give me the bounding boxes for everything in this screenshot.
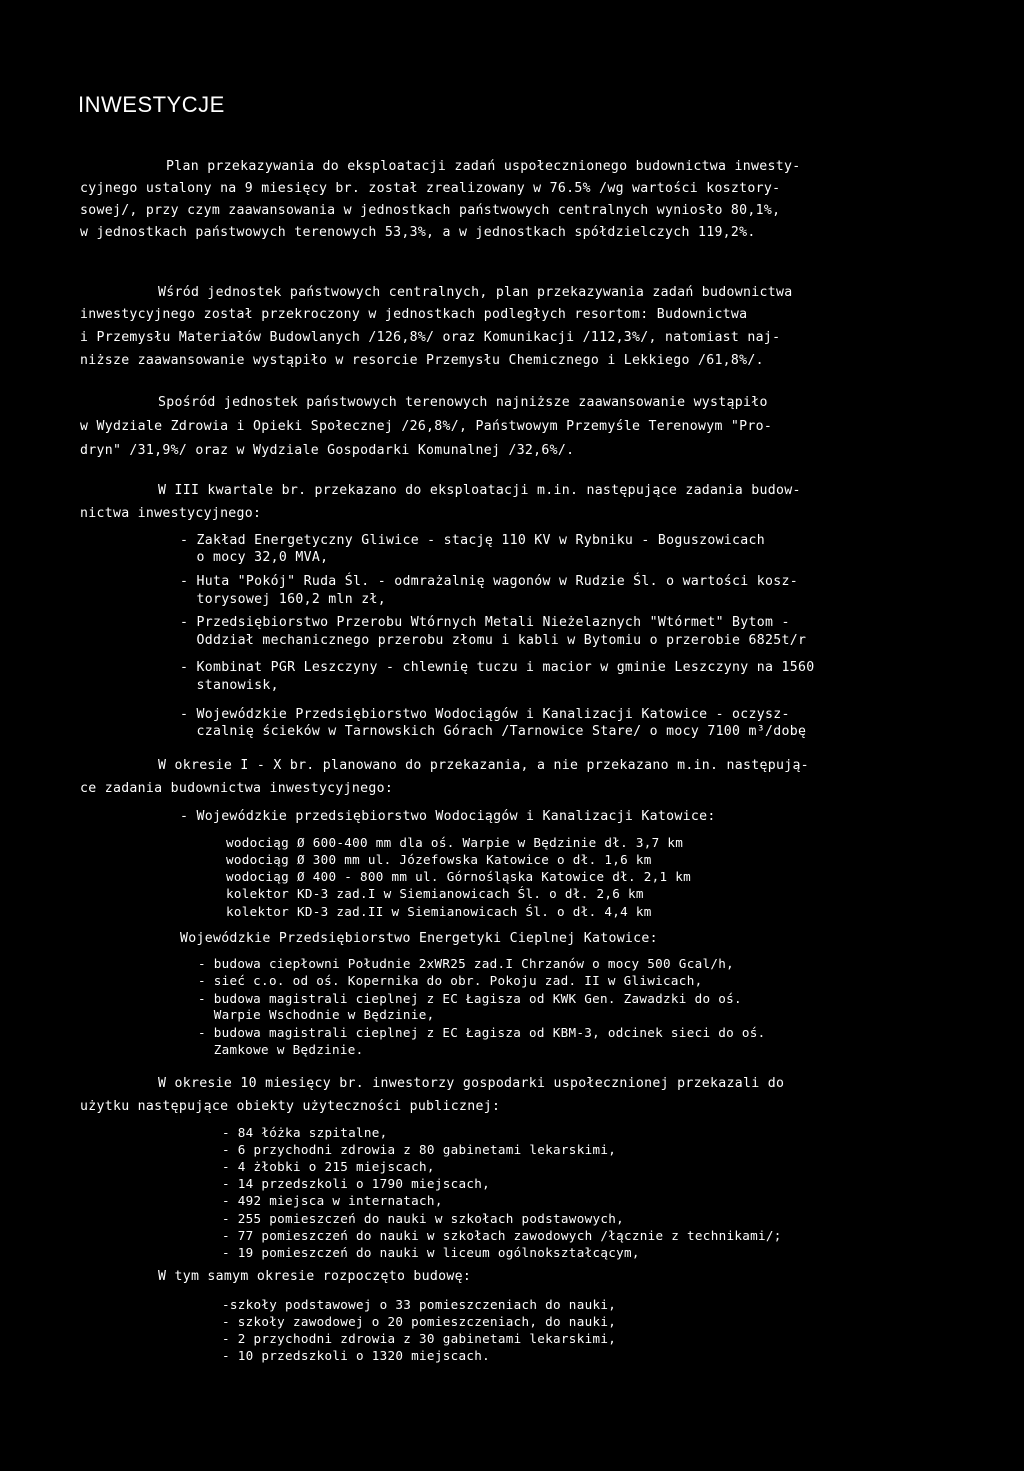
- list-item: - 6 przychodni zdrowia z 80 gabinetami lekarskimi,: [222, 1142, 617, 1157]
- list-item: - 14 przedszkoli o 1790 miejscach,: [222, 1176, 490, 1191]
- list-item: - 84 łóżka szpitalne,: [222, 1125, 388, 1140]
- list-item: - szkoły zawodowej o 20 pomieszczeniach, do nauki,: [222, 1314, 617, 1329]
- list-item: - 255 pomieszczeń do nauki w szkołach podstawowych,: [222, 1211, 624, 1226]
- paragraph-line: w Wydziale Zdrowia i Opieki Społecznej /26,8%/, Państwowym Przemyśle Terenowym "Pro-: [80, 419, 773, 434]
- list-item: torysowej 160,2 mln zł,: [180, 592, 386, 607]
- paragraph-line: dryn" /31,9%/ oraz w Wydziale Gospodarki Komunalnej /32,6%/.: [80, 443, 575, 458]
- list-item: - Zakład Energetyczny Gliwice - stację 110 KV w Rybniku - Boguszowicach: [180, 533, 766, 548]
- paragraph-line: ce zadania budownictwa inwestycyjnego:: [80, 781, 394, 796]
- paragraph-line: Wśród jednostek państwowych centralnych, plan przekazywania zadań budownictwa: [158, 285, 793, 300]
- paragraph-line: użytku następujące obiekty użyteczności publicznej:: [80, 1099, 501, 1114]
- list-item: - Wojewódzkie Przedsiębiorstwo Wodociągów i Kanalizacji Katowice - oczysz-: [180, 707, 790, 722]
- list-item: wodociąg Ø 600-400 mm dla oś. Warpie w Będzinie dł. 3,7 km: [226, 835, 684, 850]
- list-item: - 77 pomieszczeń do nauki w szkołach zawodowych /łącznie z technikami/;: [222, 1228, 782, 1243]
- paragraph-line: cyjnego ustalony na 9 miesięcy br. został zrealizowany w 76.5% /wg wartości kosztory-: [80, 181, 781, 196]
- list-item: - 4 żłobki o 215 miejscach,: [222, 1159, 435, 1174]
- list-item: kolektor KD-3 zad.I w Siemianowicach Śl. o dł. 2,6 km: [226, 886, 644, 901]
- list-item: - Kombinat PGR Leszczyny - chlewnię tuczu i macior w gminie Leszczyny na 1560: [180, 660, 815, 675]
- list-item: kolektor KD-3 zad.II w Siemianowicach Śl. o dł. 4,4 km: [226, 904, 652, 919]
- paragraph-line: W okresie 10 miesięcy br. inwestorzy gospodarki uspołecznionej przekazali do: [158, 1076, 785, 1091]
- list-item: - 10 przedszkoli o 1320 miejscach.: [222, 1348, 490, 1363]
- list-item: -szkoły podstawowej o 33 pomieszczeniach do nauki,: [222, 1297, 617, 1312]
- paragraph-line: nictwa inwestycyjnego:: [80, 506, 262, 521]
- list-item: Oddział mechanicznego przerobu złomu i kabli w Bytomiu o przerobie 6825t/r: [180, 633, 807, 648]
- list-item: Zamkowe w Będzinie.: [198, 1042, 364, 1057]
- list-item: - 2 przychodni zdrowia z 30 gabinetami lekarskimi,: [222, 1331, 617, 1346]
- paragraph-line: Plan przekazywania do eksploatacji zadań uspołecznionego budownictwa inwesty-: [166, 159, 801, 174]
- list-item: Warpie Wschodnie w Będzinie,: [198, 1007, 435, 1022]
- list-item: stanowisk,: [180, 678, 279, 693]
- list-header: Wojewódzkie Przedsiębiorstwo Energetyki Cieplnej Katowice:: [180, 931, 658, 946]
- list-item: czalnię ścieków w Tarnowskich Górach /Tarnowice Stare/ o mocy 7100 m³/dobę: [180, 724, 807, 739]
- list-item: o mocy 32,0 MVA,: [180, 550, 329, 565]
- list-item: - budowa magistrali cieplnej z EC Łagisza od KWK Gen. Zawadzki do oś.: [198, 991, 742, 1006]
- list-item: - 492 miejsca w internatach,: [222, 1193, 443, 1208]
- list-item: - 19 pomieszczeń do nauki w liceum ogólnokształcącym,: [222, 1245, 640, 1260]
- paragraph-line: W III kwartale br. przekazano do eksploatacji m.in. następujące zadania budow-: [158, 483, 801, 498]
- paragraph-line: niższe zaawansowanie wystąpiło w resorcie Przemysłu Chemicznego i Lekkiego /61,8%/.: [80, 353, 764, 368]
- list-item: wodociąg Ø 400 - 800 mm ul. Górnośląska Katowice dł. 2,1 km: [226, 869, 692, 884]
- paragraph-line: w jednostkach państwowych terenowych 53,3%, a w jednostkach spółdzielczych 119,2%.: [80, 225, 756, 240]
- paragraph-line: sowej/, przy czym zaawansowania w jednostkach państwowych centralnych wyniosło 80,1%,: [80, 203, 781, 218]
- paragraph-line: Spośród jednostek państwowych terenowych najniższe zaawansowanie wystąpiło: [158, 395, 768, 410]
- list-item: - sieć c.o. od oś. Kopernika do obr. Pokoju zad. II w Gliwicach,: [198, 973, 703, 988]
- list-item: - Huta "Pokój" Ruda Śl. - odmrażalnię wagonów w Rudzie Śl. o wartości kosz-: [180, 574, 798, 589]
- page-title: INWESTYCJE: [78, 92, 225, 117]
- list-item: - budowa magistrali cieplnej z EC Łagisza od KBM-3, odcinek sieci do oś.: [198, 1025, 766, 1040]
- paragraph-line: inwestycyjnego został przekroczony w jednostkach podległych resortom: Budownictwa: [80, 307, 748, 322]
- paragraph-line: W tym samym okresie rozpoczęto budowę:: [158, 1269, 472, 1284]
- list-item: wodociąg Ø 300 mm ul. Józefowska Katowice o dł. 1,6 km: [226, 852, 652, 867]
- list-item: - budowa ciepłowni Południe 2xWR25 zad.I Chrzanów o mocy 500 Gcal/h,: [198, 956, 734, 971]
- paragraph-line: W okresie I - X br. planowano do przekazania, a nie przekazano m.in. następują-: [158, 758, 809, 773]
- list-item: - Przedsiębiorstwo Przerobu Wtórnych Metali Nieżelaznych "Wtórmet" Bytom -: [180, 615, 790, 630]
- list-header: - Wojewódzkie przedsiębiorstwo Wodociągów i Kanalizacji Katowice:: [180, 809, 716, 824]
- paragraph-line: i Przemysłu Materiałów Budowlanych /126,8%/ oraz Komunikacji /112,3%/, natomiast naj-: [80, 330, 781, 345]
